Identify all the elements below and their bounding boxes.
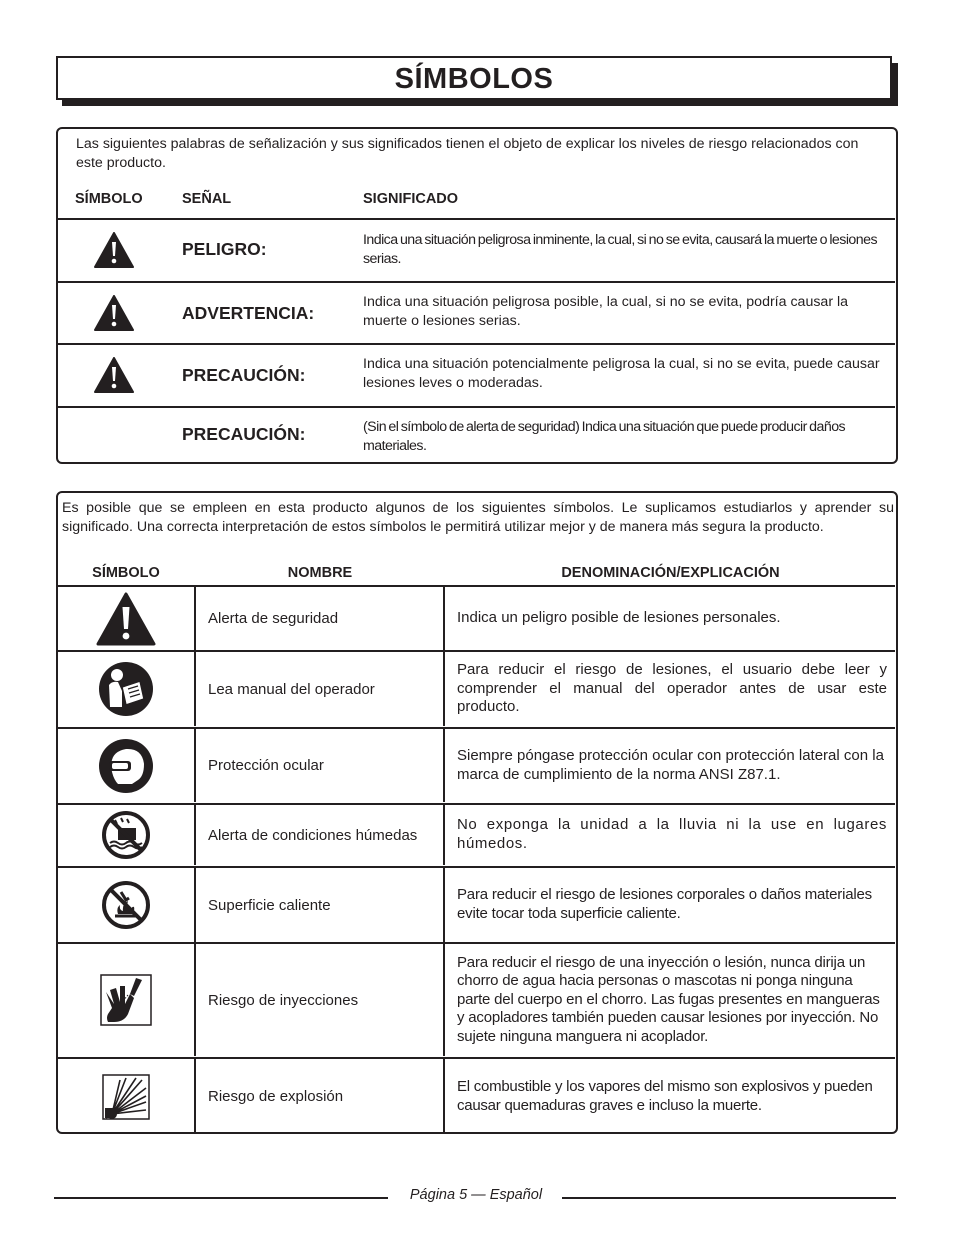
page-footer: Página 5 — Español [409,1187,543,1203]
symbol-cell [58,587,196,650]
explanation-cell [446,805,895,865]
safety-alert-icon [96,592,156,646]
signal-row [58,343,895,405]
title-banner [56,56,892,100]
signal-words-panel [56,127,898,464]
table-row [58,650,895,726]
signal-meaning: Indica una situación potencialmente peligrosa la cual, si no se evita, puede causar lesiones leves o moderadas. [363,356,880,391]
table-row [58,585,895,650]
name-cell [197,805,445,865]
name-cell [197,652,445,726]
symbol-explanation: Indica un peligro posible de lesiones personales. [457,609,781,627]
table-row [58,866,895,942]
symbols-intro: Es posible que se empleen en esta producto algunos de los siguientes símbolos. Le suplicamos estudiarlos y aprender su significado. Una correcta interpretación de estos símbolos le permitirá utilizar mejor y de manera más segura la producto. [62,500,894,535]
table-row [58,727,895,802]
signal-intro: Las siguientes palabras de señalización y sus significados tienen el objeto de explicar los niveles de riesgo relacionados con este producto. [76,136,859,171]
explanation-cell [446,652,895,726]
symbol-name: Protección ocular [208,757,324,774]
explanation-cell [446,944,895,1056]
table-row [58,942,895,1056]
footer-rule-right [562,1197,896,1199]
name-cell [197,587,445,650]
symbol-explanation: Para reducir el riesgo de lesiones, el usuario debe leer y comprender el manual del operador antes de usar este producto. [457,661,887,716]
header-meaning: SIGNIFICADO [363,191,459,207]
signal-meaning: (Sin el símbolo de alerta de seguridad) Indica una situación que puede producir daños materiales. [363,419,846,454]
explosion-risk-icon [102,1074,150,1120]
read-manual-icon [98,661,154,717]
symbol-name: Alerta de condiciones húmedas [208,826,418,844]
symbol-cell [58,652,196,726]
symbol-explanation: Para reducir el riesgo de lesiones corporales o daños materiales evite tocar toda superficie caliente. [457,886,872,922]
wet-conditions-icon [101,810,151,860]
header-symbol: SÍMBOLO [75,191,143,207]
table-row [58,1057,895,1134]
symbol-explanation: Siempre póngase protección ocular con protección lateral con la marca de cumplimiento de la norma ANSI Z87.1. [457,746,884,783]
table-row [58,803,895,865]
symbol-explanation: Para reducir el riesgo de una inyección o lesión, nunca dirija un chorro de agua hacia personas o mascotas ni ponga ninguna parte del cuerpo en el chorro. Las fugas presentes en mangueras y acopladores también pueden causar lesiones por inyección. No sujete ninguna manguera ni acoplador. [457,953,880,1045]
symbol-name: Riesgo de inyecciones [208,991,359,1009]
symbol-cell [58,729,196,802]
symbol-cell [58,1059,196,1134]
signal-row [58,406,895,463]
signal-label: PELIGRO: [182,239,267,259]
signal-label: PRECAUCIÓN: [182,365,306,385]
symbol-name: Lea manual del operador [208,680,375,698]
hot-surface-icon [101,880,151,930]
symbols-panel [56,491,898,1134]
name-cell [197,944,445,1056]
symbol-cell [58,868,196,942]
header-signal: SEÑAL [182,191,232,207]
warning-triangle-icon [94,295,134,331]
name-cell [197,1059,445,1134]
injection-risk-icon [100,974,152,1026]
signal-row [58,218,895,281]
symbol-name: Alerta de seguridad [208,610,339,627]
symbol-cell [58,805,196,865]
page-title: SÍMBOLOS [394,63,554,95]
symbol-name: Riesgo de explosión [208,1088,344,1105]
explanation-cell [446,729,895,802]
symbol-explanation: El combustible y los vapores del mismo son explosivos y pueden causar quemaduras graves e incluso la muerte. [457,1077,873,1114]
symbol-explanation: No exponga la unidad a la lluvia ni la use en lugares húmedos. [457,816,887,852]
name-cell [197,868,445,942]
name-cell [197,729,445,802]
explanation-cell [446,1059,895,1134]
header-symbol: SÍMBOLO [92,565,160,581]
warning-triangle-icon [94,232,134,268]
symbol-name: Superficie caliente [208,896,331,914]
explanation-cell [446,868,895,942]
header-explanation: DENOMINACIÓN/EXPLICACIÓN [561,565,780,581]
signal-row [58,281,895,343]
signal-meaning: Indica una situación peligrosa posible, la cual, si no se evita, podría causar la muerte o lesiones serias. [363,294,849,329]
header-name: NOMBRE [287,565,353,581]
explanation-cell [446,587,895,650]
symbol-cell [58,944,196,1056]
footer-rule-left [54,1197,388,1199]
warning-triangle-icon [94,357,134,393]
signal-meaning: Indica una situación peligrosa inminente, la cual, si no se evita, causará la muerte o lesiones serias. [363,232,877,267]
signal-label: PRECAUCIÓN: [182,424,306,444]
eye-protection-icon [98,738,154,794]
signal-label: ADVERTENCIA: [182,303,315,323]
